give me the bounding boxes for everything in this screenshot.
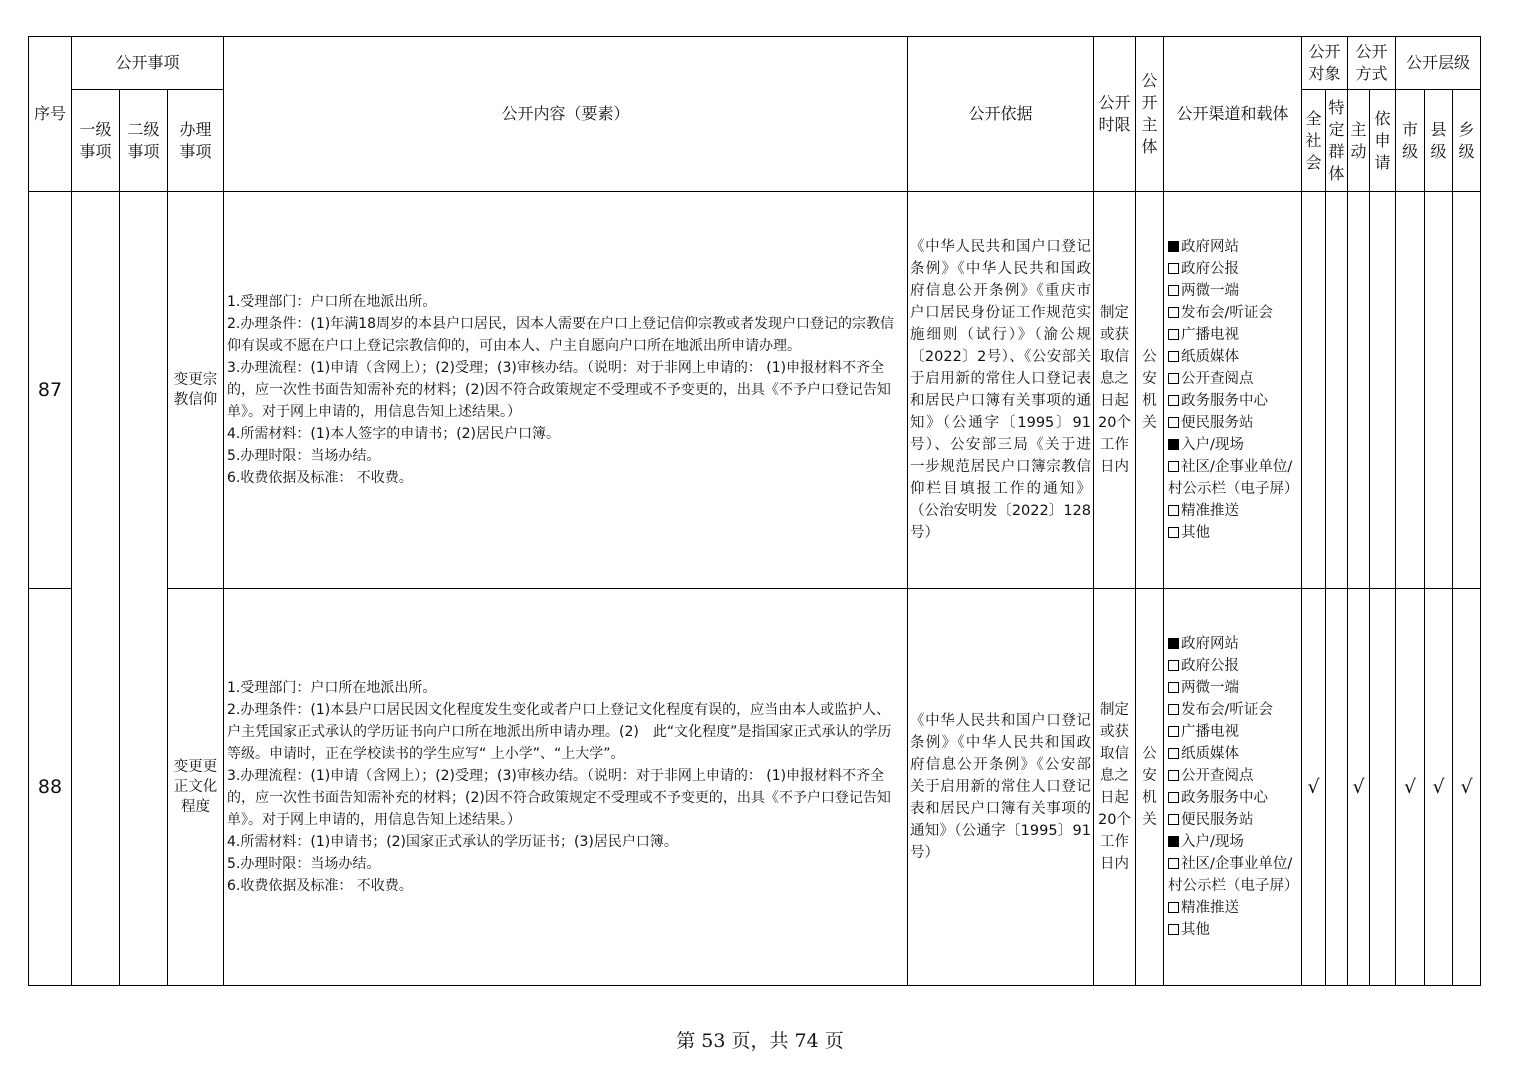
checked-box-icon: [1168, 638, 1179, 649]
content-line: 1.受理部门：户口所在地派出所。: [227, 680, 437, 696]
channel-item: [1168, 897, 1297, 919]
header-level-town: 乡级: [1453, 90, 1481, 192]
header-serial: 序号: [29, 37, 72, 192]
channel-item: [1168, 743, 1297, 765]
unchecked-box-icon: [1168, 307, 1179, 318]
unchecked-box-icon: [1168, 417, 1179, 428]
row-handling: 变更更正文化程度: [168, 589, 224, 986]
unchecked-box-icon: [1168, 814, 1179, 825]
channel-label: 入户/现场: [1181, 834, 1244, 850]
channel-label: 发布会/听证会: [1181, 305, 1273, 321]
channel-item: [1168, 236, 1297, 258]
row-channels: [1164, 589, 1302, 986]
channel-label: 政府公报: [1181, 261, 1239, 277]
channel-label: 政务服务中心: [1181, 790, 1268, 806]
header-basis: 公开依据: [908, 37, 1094, 192]
row-subject: 公安机关: [1136, 192, 1164, 589]
unchecked-box-icon: [1168, 461, 1179, 472]
unchecked-box-icon: [1168, 263, 1179, 274]
row-subject: 公安机关: [1136, 589, 1164, 986]
content-line: 6.收费依据及标准： 不收费。: [227, 470, 413, 486]
channel-item: [1168, 787, 1297, 809]
header-public-items: 公开事项: [72, 37, 224, 90]
row-basis: 《中华人民共和国户口登记条例》《中华人民共和国政府信息公开条例》《重庆市户口居民身份证工作规范实施细则（试行）》（渝公规〔2022〕2号）、《公安部关于启用新的常住人口登记表和居民户口簿有关事项的通知》（公通字〔1995〕91号）、公安部三局《关于进一步规范居民户口簿宗教信仰栏目填报工作的通知》（公治安明发〔2022〕128号）: [908, 192, 1094, 589]
channel-item: [1168, 522, 1297, 544]
header-channels: 公开渠道和载体: [1164, 37, 1302, 192]
channel-label: 便民服务站: [1181, 812, 1254, 828]
mark-target-all: [1302, 192, 1326, 589]
unchecked-box-icon: [1168, 726, 1179, 737]
content-line: 2.办理条件：(1)本县户口居民因文化程度发生变化或者户口上登记文化程度有误的，应当由本人或监护人、户主凭国家正式承认的学历证书向户口所在地派出所申请办理。(2) 此“文化程度”是指国家正式承认的学历等级。申请时，正在学校读书的学生应写“ 上小学”、“上大学”。: [227, 702, 892, 762]
channel-item: [1168, 324, 1297, 346]
header-target-specific: 特定群体: [1326, 90, 1348, 192]
channel-item: [1168, 302, 1297, 324]
channel-label: 纸质媒体: [1181, 349, 1239, 365]
table-row: [29, 589, 1481, 986]
content-line: 4.所需材料：(1)申请书；(2)国家正式承认的学历证书；(3)居民户口簿。: [227, 834, 678, 850]
channel-item: [1168, 346, 1297, 368]
content-line: 5.办理时限：当场办结。: [227, 448, 381, 464]
unchecked-box-icon: [1168, 660, 1179, 671]
unchecked-box-icon: [1168, 792, 1179, 803]
header-target: 公开对象: [1302, 37, 1348, 90]
channel-item: [1168, 456, 1297, 500]
channel-label: 公开查阅点: [1181, 768, 1254, 784]
header-level: 公开层级: [1396, 37, 1481, 90]
row-level1-empty: [72, 192, 120, 986]
channel-item: [1168, 258, 1297, 280]
header-method-request: 依申请: [1370, 90, 1396, 192]
disclosure-table-wrapper: [28, 36, 1481, 986]
row-time-limit: 制定或获取信息之日起20个工作日内: [1094, 192, 1136, 589]
header-level-county: 县级: [1425, 90, 1453, 192]
checked-box-icon: [1168, 241, 1179, 252]
mark-level-county: [1425, 192, 1453, 589]
content-line: 6.收费依据及标准： 不收费。: [227, 878, 413, 894]
row-channels: [1164, 192, 1302, 589]
channel-item: [1168, 765, 1297, 787]
channel-label: 精准推送: [1181, 900, 1239, 916]
mark-level-city: √: [1396, 589, 1425, 986]
mark-method-active: [1348, 192, 1370, 589]
content-line: 2.办理条件：(1)年满18周岁的本县户口居民，因本人需要在户口上登记信仰宗教或者发现户口登记的宗教信仰有误或不愿在户口上登记宗教信仰的，可由本人、户主自愿向户口所在地派出所申请办理。: [227, 316, 895, 354]
row-handling: 变更宗教信仰: [168, 192, 224, 589]
channel-label: 公开查阅点: [1181, 371, 1254, 387]
channel-item: [1168, 390, 1297, 412]
row-level2-empty: [120, 192, 168, 986]
content-line: 1.受理部门：户口所在地派出所。: [227, 294, 437, 310]
row-basis: 《中华人民共和国户口登记条例》《中华人民共和国政府信息公开条例》《公安部关于启用新的常住人口登记表和居民户口簿有关事项的通知》（公通字〔1995〕91号）: [908, 589, 1094, 986]
header-method-active: 主动: [1348, 90, 1370, 192]
channel-item: [1168, 633, 1297, 655]
mark-level-city: [1396, 192, 1425, 589]
channel-item: [1168, 721, 1297, 743]
header-level-city: 市级: [1396, 90, 1425, 192]
page-number: 第 53 页，共 74 页: [676, 1030, 844, 1052]
channel-label: 两微一端: [1181, 680, 1239, 696]
unchecked-box-icon: [1168, 858, 1179, 869]
row-serial: 87: [29, 192, 72, 589]
content-line: 5.办理时限：当场办结。: [227, 856, 381, 872]
channel-label: 政务服务中心: [1181, 393, 1268, 409]
mark-target-specific: [1326, 589, 1348, 986]
channel-item: [1168, 809, 1297, 831]
channel-item: [1168, 280, 1297, 302]
row-time-limit: 制定或获取信息之日起20个工作日内: [1094, 589, 1136, 986]
channel-label: 发布会/听证会: [1181, 702, 1273, 718]
unchecked-box-icon: [1168, 505, 1179, 516]
header-target-all: 全社会: [1302, 90, 1326, 192]
row-serial: 88: [29, 589, 72, 986]
unchecked-box-icon: [1168, 682, 1179, 693]
channel-item: [1168, 655, 1297, 677]
channel-label: 两微一端: [1181, 283, 1239, 299]
header-time-limit: 公开时限: [1094, 37, 1136, 192]
unchecked-box-icon: [1168, 704, 1179, 715]
unchecked-box-icon: [1168, 924, 1179, 935]
channel-label: 精准推送: [1181, 503, 1239, 519]
channel-label: 纸质媒体: [1181, 746, 1239, 762]
unchecked-box-icon: [1168, 373, 1179, 384]
channel-label: 其他: [1181, 922, 1210, 938]
mark-target-specific: [1326, 192, 1348, 589]
channel-label: 社区/企事业单位/村公示栏（电子屏）: [1168, 856, 1299, 894]
header-level1: 一级事项: [72, 90, 120, 192]
mark-method-request: [1370, 192, 1396, 589]
channel-label: 政府网站: [1181, 239, 1239, 255]
channel-item: [1168, 368, 1297, 390]
content-line: 3.办理流程：(1)申请（含网上）；(2)受理；(3)审核办结。（说明：对于非网上申请的： (1)申报材料不齐全的，应一次性书面告知需补充的材料；(2)因不符合政策规定不受理或不予变更的，出具《不予户口登记告知单》。对于网上申请的，用信息告知上述结果。）: [227, 360, 891, 420]
mark-method-active: √: [1348, 589, 1370, 986]
unchecked-box-icon: [1168, 770, 1179, 781]
mark-target-all: √: [1302, 589, 1326, 986]
channel-item: [1168, 677, 1297, 699]
channel-label: 政府网站: [1181, 636, 1239, 652]
content-line: 3.办理流程：(1)申请（含网上）；(2)受理；(3)审核办结。（说明：对于非网上申请的： (1)申报材料不齐全的，应一次性书面告知需补充的材料；(2)因不符合政策规定不受理或不予变更的，出具《不予户口登记告知单》。对于网上申请的，用信息告知上述结果。）: [227, 768, 891, 828]
channel-item: [1168, 412, 1297, 434]
header-content: 公开内容（要素）: [224, 37, 908, 192]
header-method: 公开方式: [1348, 37, 1396, 90]
unchecked-box-icon: [1168, 329, 1179, 340]
channel-label: 便民服务站: [1181, 415, 1254, 431]
content-line: 4.所需材料：(1)本人签字的申请书；(2)居民户口簿。: [227, 426, 561, 442]
channel-item: [1168, 500, 1297, 522]
header-handling: 办理事项: [168, 90, 224, 192]
unchecked-box-icon: [1168, 748, 1179, 759]
row-content: [224, 589, 908, 986]
channel-label: 广播电视: [1181, 327, 1239, 343]
channel-label: 入户/现场: [1181, 437, 1244, 453]
header-level2: 二级事项: [120, 90, 168, 192]
unchecked-box-icon: [1168, 395, 1179, 406]
mark-method-request: [1370, 589, 1396, 986]
channel-item: [1168, 919, 1297, 941]
mark-level-town: [1453, 192, 1481, 589]
channel-label: 社区/企事业单位/村公示栏（电子屏）: [1168, 459, 1299, 497]
checked-box-icon: [1168, 836, 1179, 847]
channel-item: [1168, 831, 1297, 853]
unchecked-box-icon: [1168, 902, 1179, 913]
channel-item: [1168, 699, 1297, 721]
unchecked-box-icon: [1168, 527, 1179, 538]
header-subject: 公开主体: [1136, 37, 1164, 192]
channel-label: 其他: [1181, 525, 1210, 541]
channel-item: [1168, 434, 1297, 456]
disclosure-table: [28, 36, 1481, 986]
mark-level-county: √: [1425, 589, 1453, 986]
unchecked-box-icon: [1168, 351, 1179, 362]
table-row: [29, 192, 1481, 589]
channel-label: 政府公报: [1181, 658, 1239, 674]
channel-item: [1168, 853, 1297, 897]
checked-box-icon: [1168, 439, 1179, 450]
row-content: [224, 192, 908, 589]
mark-level-town: √: [1453, 589, 1481, 986]
unchecked-box-icon: [1168, 285, 1179, 296]
channel-label: 广播电视: [1181, 724, 1239, 740]
